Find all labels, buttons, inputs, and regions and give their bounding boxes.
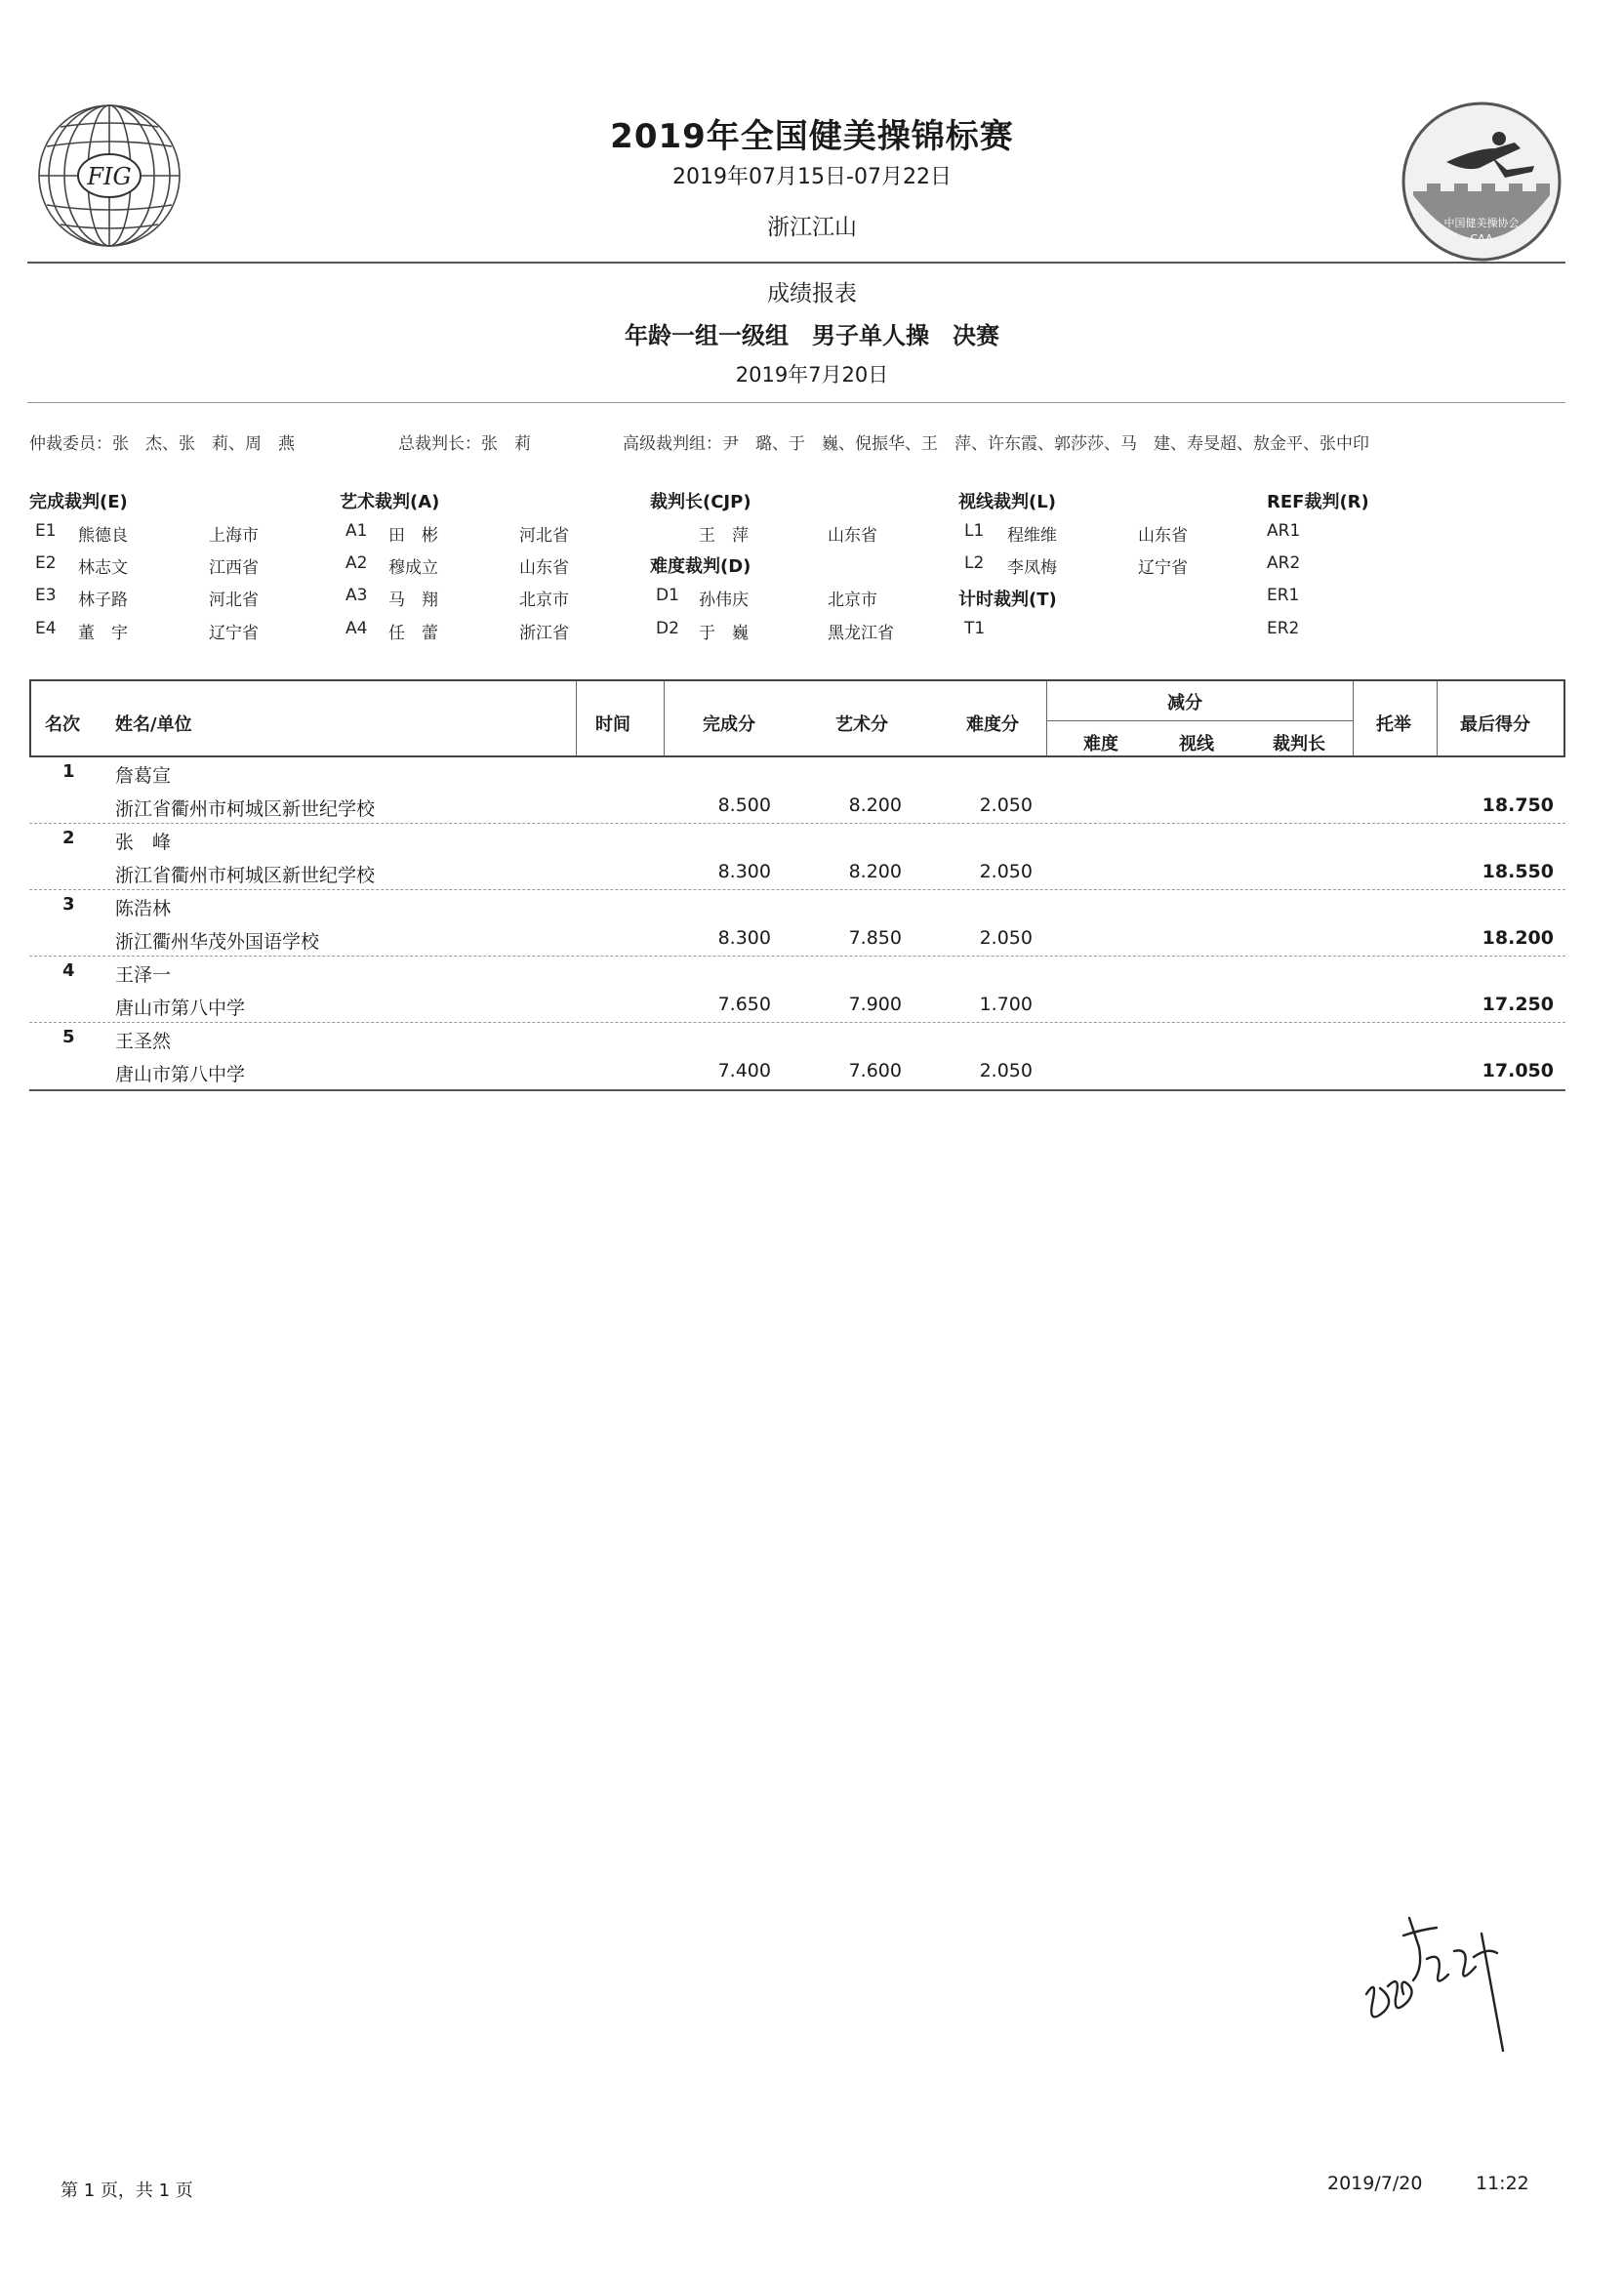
judge-name: 于 巍 xyxy=(699,624,749,643)
report-category: 年龄一组一级组 男子单人操 决赛 xyxy=(625,322,999,349)
fig-logo-text: FIG xyxy=(87,163,132,190)
execution-score: 8.300 xyxy=(717,927,771,949)
senior-judge-panel: 高级裁判组：尹 璐、于 巍、倪振华、王 萍、许东霞、郭莎莎、马 建、寿旻超、敖金平、张中印 xyxy=(623,434,1369,454)
header-name-unit: 姓名/单位 xyxy=(115,714,192,735)
judge-code: E4 xyxy=(35,619,57,638)
execution-panel-title: 完成裁判(E) xyxy=(29,492,128,512)
artistic-score: 7.850 xyxy=(848,927,902,949)
judge-region: 山东省 xyxy=(519,558,569,578)
rank: 3 xyxy=(62,894,75,915)
judge-name: 马 翔 xyxy=(388,591,438,610)
print-date: 2019/7/20 xyxy=(1327,2173,1423,2194)
athlete-name: 陈浩林 xyxy=(115,898,172,919)
header-ded-cjp: 裁判长 xyxy=(1273,734,1325,754)
final-score: 17.250 xyxy=(1482,994,1554,1015)
handwritten-signature-icon xyxy=(1345,1879,1530,2064)
judge-code: E3 xyxy=(35,586,57,605)
table-row xyxy=(29,757,1565,824)
athlete-unit: 浙江省衢州市柯城区新世纪学校 xyxy=(115,798,376,820)
rank: 5 xyxy=(62,1027,75,1047)
header-final: 最后得分 xyxy=(1460,714,1530,735)
judge-code: ER2 xyxy=(1267,619,1300,638)
table-row xyxy=(29,957,1565,1023)
athlete-name: 张 峰 xyxy=(115,832,172,853)
header-difficulty: 难度分 xyxy=(966,714,1019,735)
execution-score: 7.400 xyxy=(717,1060,771,1081)
report-date: 2019年7月20日 xyxy=(735,363,889,387)
table-row xyxy=(29,1023,1565,1089)
judge-region: 河北省 xyxy=(519,526,569,546)
judge-name: 程维维 xyxy=(1007,526,1057,546)
rank: 4 xyxy=(62,960,75,981)
judge-code: AR1 xyxy=(1267,521,1301,541)
rank: 2 xyxy=(62,828,75,848)
judge-code: E1 xyxy=(35,521,57,541)
print-time: 11:22 xyxy=(1476,2173,1529,2194)
header-ded-difficulty: 难度 xyxy=(1083,734,1118,754)
event-dates: 2019年07月15日-07月22日 xyxy=(672,165,952,189)
judge-name: 田 彬 xyxy=(388,526,438,546)
caa-logo-abbr: CAA xyxy=(1470,232,1493,245)
table-row xyxy=(29,890,1565,957)
athlete-unit: 唐山市第八中学 xyxy=(115,998,246,1019)
final-score: 18.200 xyxy=(1482,927,1554,949)
execution-score: 8.300 xyxy=(717,861,771,882)
judge-name: 穆成立 xyxy=(388,558,438,578)
judge-code: D2 xyxy=(656,619,679,638)
signature xyxy=(1345,1879,1530,2064)
chief-judge: 总裁判长：张 莉 xyxy=(398,434,531,454)
judge-code: A2 xyxy=(345,553,368,573)
header-lift: 托举 xyxy=(1376,714,1411,735)
judge-code: E2 xyxy=(35,553,57,573)
arbitration-committee: 仲裁委员：张 杰、张 莉、周 燕 xyxy=(29,434,295,454)
judge-code: A3 xyxy=(345,586,368,605)
judge-code: L2 xyxy=(964,553,985,573)
header-execution: 完成分 xyxy=(703,714,755,735)
results-table xyxy=(29,679,1565,1091)
judge-code: ER1 xyxy=(1267,586,1300,605)
difficulty-score: 2.050 xyxy=(979,1060,1033,1081)
final-score: 17.050 xyxy=(1482,1060,1554,1081)
event-location: 浙江江山 xyxy=(767,215,857,240)
cjp-panel-title: 裁判长(CJP) xyxy=(650,492,751,512)
judge-region: 辽宁省 xyxy=(209,624,259,643)
line-panel-title: 视线裁判(L) xyxy=(958,492,1056,512)
judge-region: 北京市 xyxy=(519,591,569,610)
header-deductions: 减分 xyxy=(1167,693,1202,713)
final-score: 18.750 xyxy=(1482,795,1554,816)
athlete-unit: 浙江衢州华茂外国语学校 xyxy=(115,931,320,953)
table-row xyxy=(29,824,1565,890)
judge-name: 林子路 xyxy=(78,591,128,610)
judge-region: 山东省 xyxy=(828,526,877,546)
judge-region: 江西省 xyxy=(209,558,259,578)
table-header xyxy=(29,679,1565,757)
judge-region: 河北省 xyxy=(209,591,259,610)
judge-name: 董 宇 xyxy=(78,624,128,643)
athlete-unit: 唐山市第八中学 xyxy=(115,1064,246,1085)
difficulty-score: 2.050 xyxy=(979,795,1033,816)
caa-logo xyxy=(1398,98,1565,265)
judge-name: 任 蕾 xyxy=(388,624,438,643)
header-artistic: 艺术分 xyxy=(835,714,888,735)
artistic-score: 8.200 xyxy=(848,861,902,882)
final-score: 18.550 xyxy=(1482,861,1554,882)
rank: 1 xyxy=(62,761,75,782)
judge-code: L1 xyxy=(964,521,985,541)
judge-code: T1 xyxy=(964,619,986,638)
section-divider xyxy=(27,402,1565,403)
artistic-score: 7.900 xyxy=(848,994,902,1015)
artistic-score: 7.600 xyxy=(848,1060,902,1081)
judge-region: 上海市 xyxy=(209,526,259,546)
timing-panel-title: 计时裁判(T) xyxy=(958,590,1057,610)
athlete-name: 王圣然 xyxy=(115,1031,172,1052)
difficulty-score: 2.050 xyxy=(979,927,1033,949)
judge-region: 山东省 xyxy=(1138,526,1188,546)
execution-score: 7.650 xyxy=(717,994,771,1015)
header-time: 时间 xyxy=(595,714,630,735)
athlete-name: 詹葛宣 xyxy=(115,765,172,787)
difficulty-score: 1.700 xyxy=(979,994,1033,1015)
judge-region: 黑龙江省 xyxy=(828,624,894,643)
judge-region: 北京市 xyxy=(828,591,877,610)
header-divider xyxy=(27,262,1565,264)
header-ded-line: 视线 xyxy=(1179,734,1214,754)
judge-code: A1 xyxy=(345,521,368,541)
header-rank: 名次 xyxy=(45,714,80,735)
judge-code: A4 xyxy=(345,619,368,638)
ref-panel-title: REF裁判(R) xyxy=(1267,492,1369,512)
event-title: 2019年全国健美操锦标赛 xyxy=(610,117,1014,156)
judge-name: 王 萍 xyxy=(699,526,749,546)
table-bottom-rule xyxy=(29,1089,1565,1091)
gymnast-emblem-icon xyxy=(1398,98,1565,265)
caa-logo-text: 中国健美操协会 xyxy=(1443,217,1520,229)
difficulty-score: 2.050 xyxy=(979,861,1033,882)
difficulty-panel-title: 难度裁判(D) xyxy=(650,556,751,577)
execution-score: 8.500 xyxy=(717,795,771,816)
judge-code: AR2 xyxy=(1267,553,1301,573)
athlete-unit: 浙江省衢州市柯城区新世纪学校 xyxy=(115,865,376,886)
athlete-name: 王泽一 xyxy=(115,964,172,986)
report-title: 成绩报表 xyxy=(767,281,857,306)
page-indicator: 第 1 页，共 1 页 xyxy=(61,2180,193,2201)
judge-name: 李凤梅 xyxy=(1007,558,1057,578)
artistic-panel-title: 艺术裁判(A) xyxy=(340,492,440,512)
judge-name: 熊德良 xyxy=(78,526,128,546)
judge-code: D1 xyxy=(656,586,679,605)
judge-name: 林志文 xyxy=(78,558,128,578)
artistic-score: 8.200 xyxy=(848,795,902,816)
judge-region: 浙江省 xyxy=(519,624,569,643)
judge-name: 孙伟庆 xyxy=(699,591,749,610)
judge-region: 辽宁省 xyxy=(1138,558,1188,578)
